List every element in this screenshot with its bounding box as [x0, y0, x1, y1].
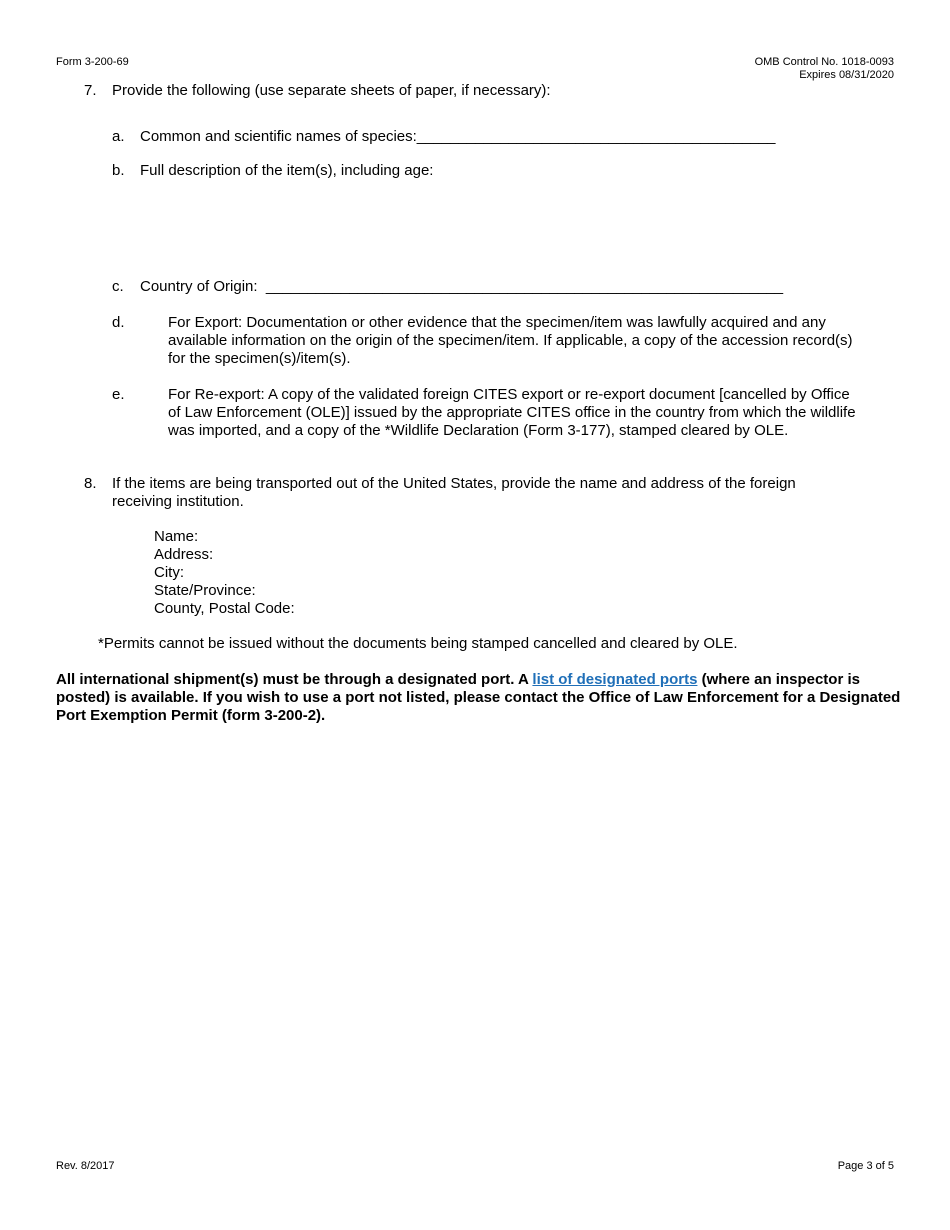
- reexport-documentation-text: For Re-export: A copy of the validated foreign CITES export or re-export document [cancelled by Office of Law Enforcement (OLE)] issued by the appropriate CITES office in the country from which the wildlife was imported, and a copy of the *Wildlife Declaration (Form 3-177), stamped cleared by OLE.: [168, 386, 856, 439]
- name-field[interactable]: Name:: [154, 528, 199, 545]
- item-e-letter: e.: [112, 386, 125, 403]
- designated-ports-text-after: (where an inspector is posted) is available. If you wish to use a port not listed, please contact the Office of Law Enforcement for a Designated Port Exemption Permit (form 3-200-2).: [56, 671, 901, 724]
- designated-ports-link[interactable]: list of designated ports: [532, 671, 698, 688]
- receiving-institution-address: [154, 528, 295, 618]
- item-c-letter: c.: [112, 278, 124, 295]
- item-a-letter: a.: [112, 128, 125, 145]
- county-postal-code-field[interactable]: County, Postal Code:: [154, 600, 295, 617]
- question-8-number: 8.: [84, 475, 97, 492]
- question-8-text: If the items are being transported out of the United States, provide the name and address of the foreign receiving institution.: [112, 475, 796, 510]
- item-b-letter: b.: [112, 162, 125, 179]
- item-d-letter: d.: [112, 314, 125, 331]
- address-field[interactable]: Address:: [154, 546, 214, 563]
- item-description-field[interactable]: Full description of the item(s), including age:: [140, 162, 434, 179]
- expiration-date: Expires 08/31/2020: [799, 69, 894, 81]
- country-of-origin-field[interactable]: Country of Origin: ______________________________________________________________: [140, 278, 784, 295]
- page-number: Page 3 of 5: [837, 1160, 894, 1172]
- question-7-number: 7.: [84, 82, 97, 99]
- form-number: Form 3-200-69: [56, 56, 129, 68]
- omb-block: [755, 56, 894, 82]
- designated-ports-text-before: All international shipment(s) must be through a designated port. A: [56, 671, 533, 688]
- export-documentation-text: For Export: Documentation or other evidence that the specimen/item was lawfully acquired and any available information on the origin of the specimen/item. If applicable, a copy of the accession record(s) for the specimen(s)/item(s).: [168, 314, 853, 367]
- designated-ports-notice: [56, 671, 901, 725]
- city-field[interactable]: City:: [154, 564, 184, 581]
- revision-date: Rev. 8/2017: [56, 1160, 115, 1172]
- state-province-field[interactable]: State/Province:: [154, 582, 256, 599]
- question-7-text: Provide the following (use separate sheets of paper, if necessary):: [112, 82, 551, 99]
- permits-note: *Permits cannot be issued without the documents being stamped cancelled and cleared by OLE.: [98, 635, 738, 652]
- omb-control-number: OMB Control No. 1018-0093: [754, 56, 894, 68]
- species-names-field[interactable]: Common and scientific names of species:___________________________________________: [140, 128, 776, 145]
